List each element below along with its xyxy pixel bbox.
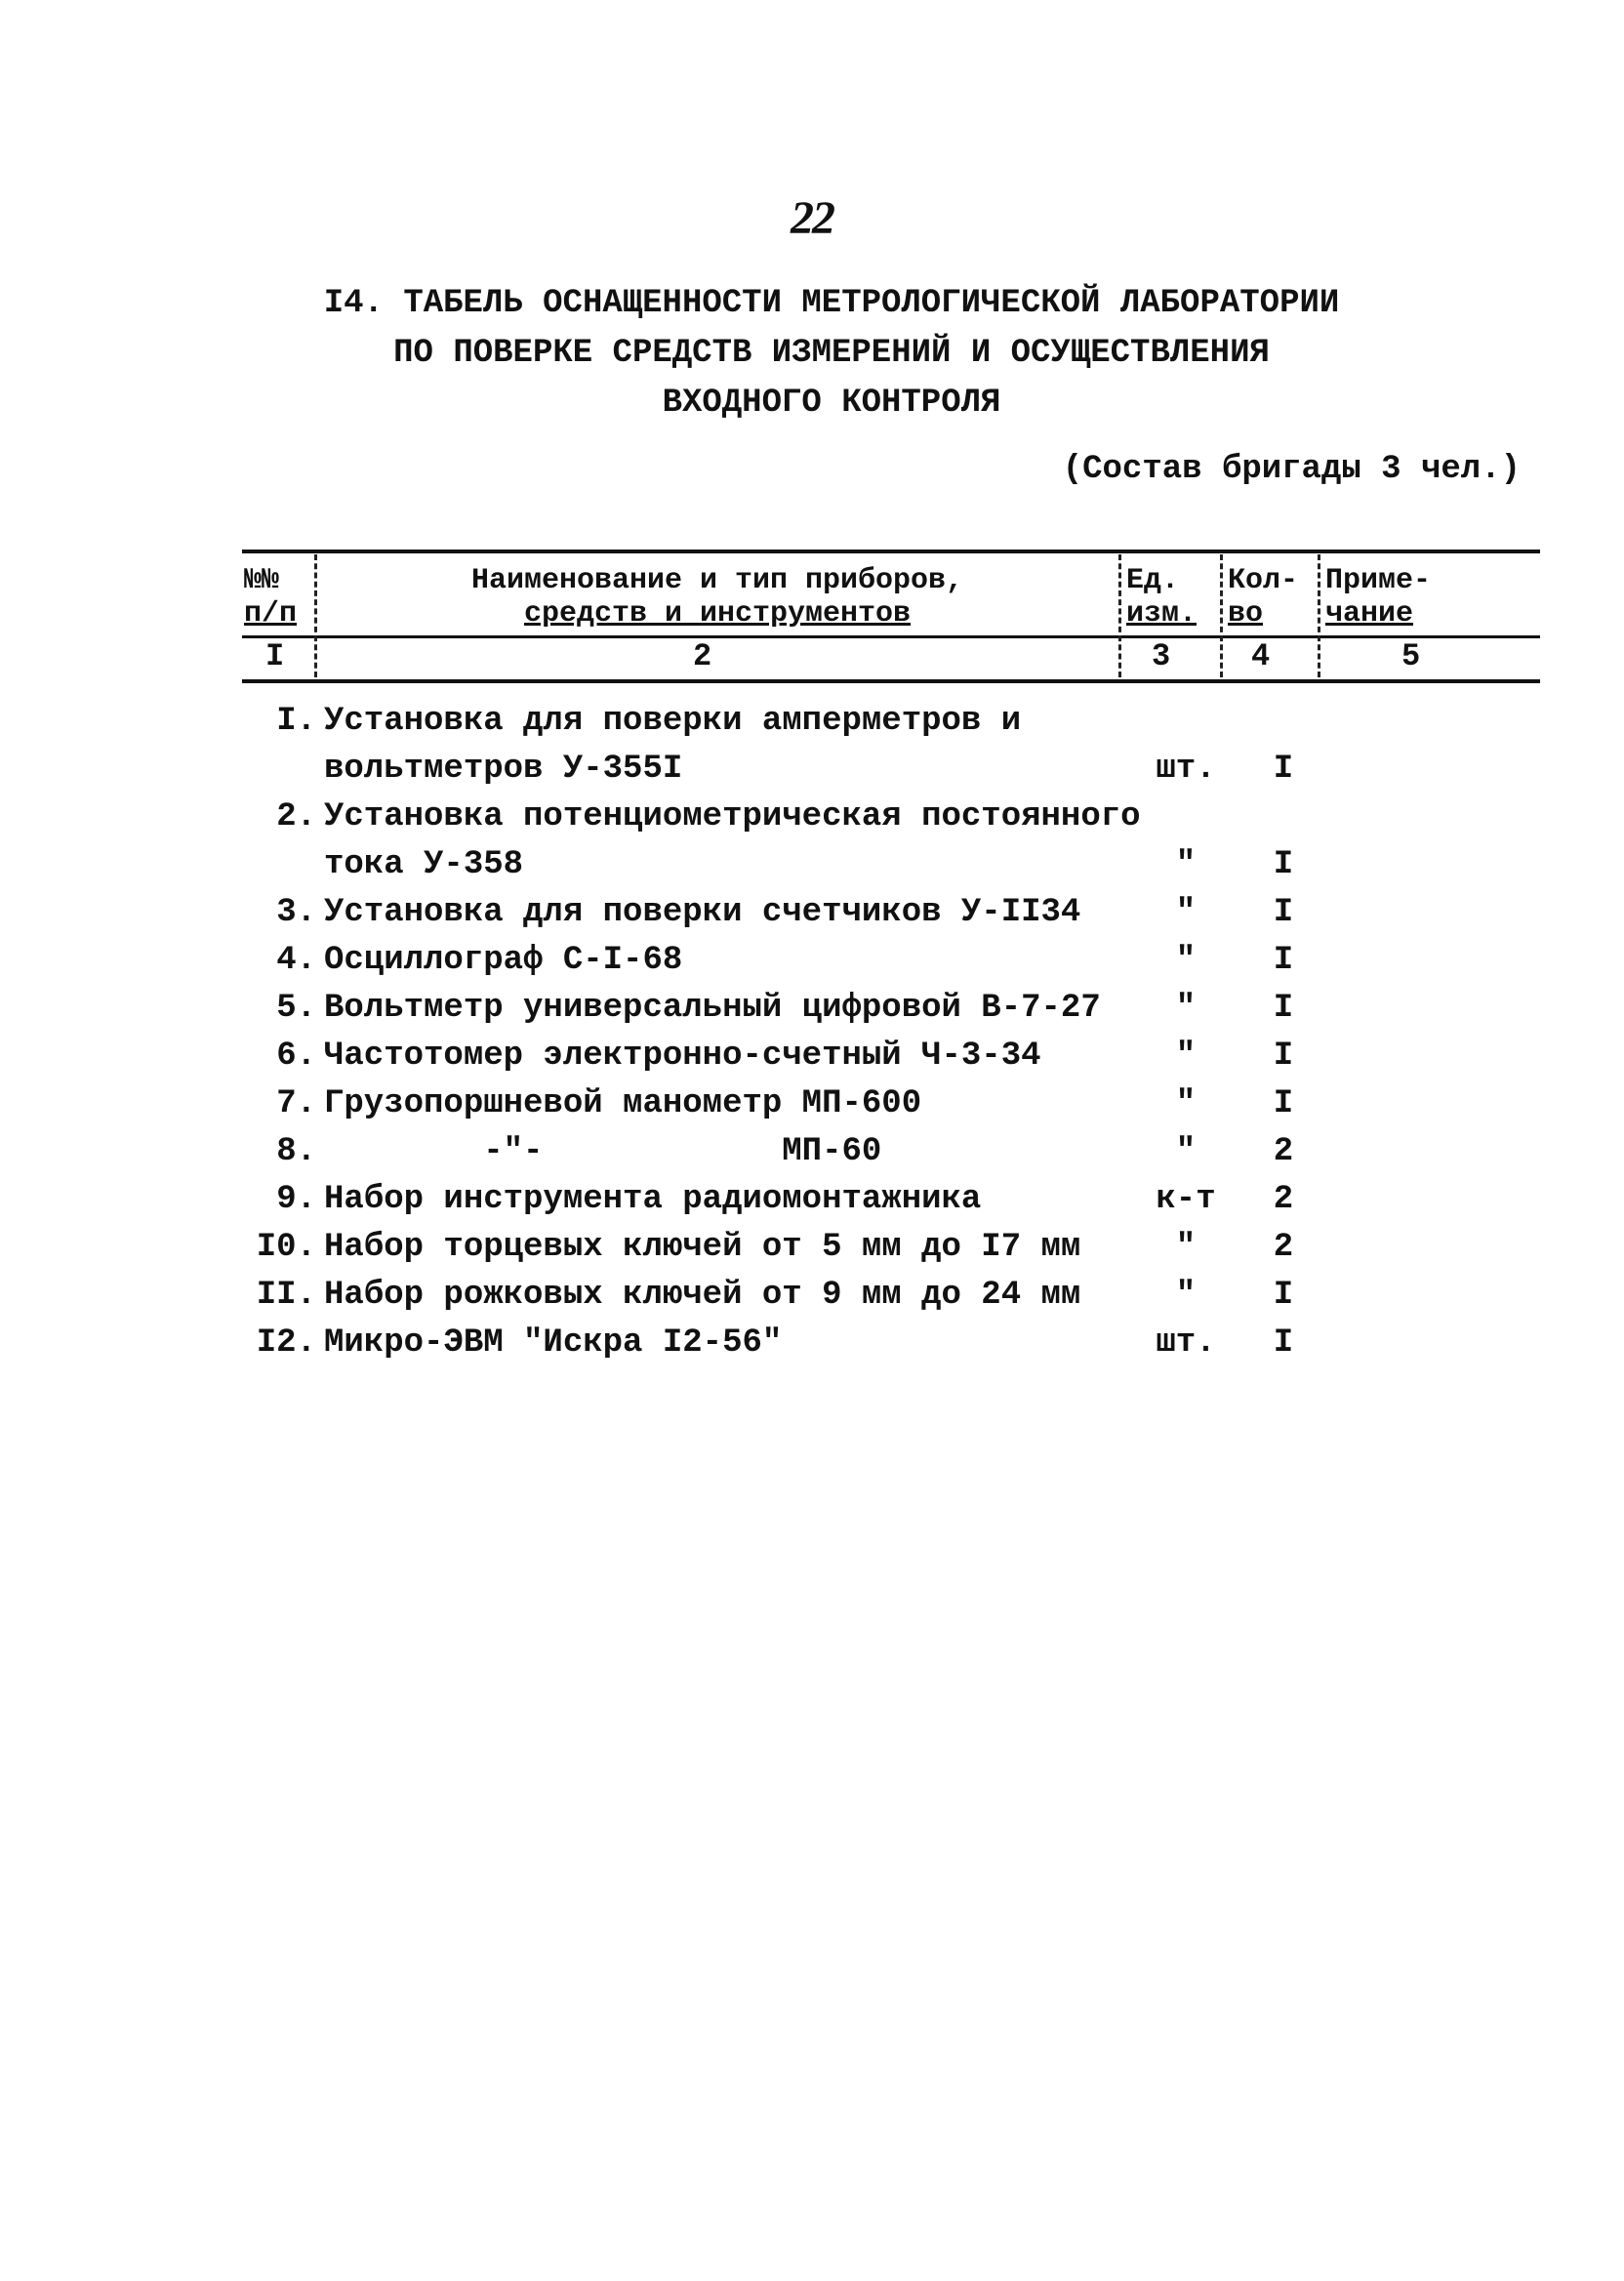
row-name: Набор рожковых ключей от 9 мм до 24 мм (324, 1277, 1081, 1314)
row-unit: " (1175, 990, 1197, 1027)
row-name: Установка для поверки счетчиков У-II34 (324, 894, 1081, 931)
row-name: тока У-358 (324, 846, 524, 883)
column-number-5: 5 (1401, 638, 1421, 674)
row-name: Осциллограф С-I-68 (324, 942, 683, 979)
col-divider-1 (314, 554, 317, 677)
row-quantity: 2 (1273, 1181, 1294, 1218)
row-quantity: I (1273, 942, 1294, 979)
col-divider-4 (1318, 554, 1320, 677)
header-col1-line2: п/п (244, 597, 298, 631)
row-index: 2. (276, 798, 316, 835)
row-quantity: I (1273, 1038, 1294, 1075)
row-quantity: I (1273, 1085, 1294, 1122)
row-name: Набор инструмента радиомонтажника (324, 1181, 982, 1218)
row-unit: " (1175, 894, 1197, 931)
row-unit: " (1175, 846, 1197, 883)
table-row (244, 1229, 1513, 1277)
row-name: Грузопоршневой манометр МП-600 (324, 1085, 922, 1122)
header-col2 (322, 564, 1113, 631)
row-unit: " (1175, 1277, 1197, 1314)
row-name: Установка потенциометрическая постоянного (324, 798, 1141, 835)
header-col1 (244, 564, 297, 631)
row-name: Вольтметр универсальный цифровой В-7-27 (324, 990, 1101, 1027)
table-row (244, 751, 1513, 798)
row-index: I. (276, 703, 316, 740)
row-index: I2. (256, 1324, 316, 1362)
header-col1-line1: №№ (244, 564, 280, 597)
page-number: 22 (791, 192, 833, 244)
title-line-3: ВХОДНОГО КОНТРОЛЯ (662, 385, 1001, 422)
row-index: 9. (276, 1181, 316, 1218)
row-name: Установка для поверки амперметров и (324, 703, 1022, 740)
row-unit: " (1175, 1229, 1197, 1266)
column-number-1: I (265, 638, 285, 674)
table-row (244, 798, 1513, 846)
column-number-4: 4 (1251, 638, 1271, 674)
row-unit: шт. (1156, 1324, 1216, 1362)
row-index: II. (256, 1277, 316, 1314)
row-index: 3. (276, 894, 316, 931)
table-row (244, 990, 1513, 1038)
table-row (244, 894, 1513, 942)
col-divider-3 (1220, 554, 1223, 677)
row-name: Частотомер электронно-счетный Ч-3-34 (324, 1038, 1041, 1075)
row-index: 8. (276, 1133, 316, 1170)
row-name: -"- МП-60 (324, 1133, 882, 1170)
row-index: 6. (276, 1038, 316, 1075)
header-col3-line2: изм. (1126, 597, 1198, 631)
header-col5 (1325, 564, 1431, 631)
row-name: Набор торцевых ключей от 5 мм до I7 мм (324, 1229, 1081, 1266)
row-quantity: I (1273, 1277, 1294, 1314)
header-col4-line2: во (1228, 597, 1264, 631)
table-row (244, 1324, 1513, 1372)
title-line-2: ПО ПОВЕРКЕ СРЕДСТВ ИЗМЕРЕНИЙ И ОСУЩЕСТВЛЕНИЯ (393, 335, 1270, 372)
table-row (244, 1277, 1513, 1324)
header-col4-line1: Кол- (1228, 564, 1299, 597)
row-quantity: 2 (1273, 1229, 1294, 1266)
table-row (244, 846, 1513, 894)
table-row (244, 703, 1513, 751)
header-middle-rule (242, 635, 1540, 638)
table-row (244, 1133, 1513, 1181)
header-col2-line1: Наименование и тип приборов, (470, 564, 964, 597)
table-body (244, 703, 1513, 1372)
table-row (244, 1085, 1513, 1133)
row-unit: к-т (1156, 1181, 1216, 1218)
row-name: вольтметров У-355I (324, 751, 683, 788)
row-unit: " (1175, 1038, 1197, 1075)
header-col4 (1228, 564, 1298, 631)
row-quantity: I (1273, 1324, 1294, 1362)
header-top-rule (242, 550, 1540, 553)
row-quantity: I (1273, 990, 1294, 1027)
header-bottom-rule (242, 679, 1540, 683)
row-index: 7. (276, 1085, 316, 1122)
header-col5-line2: чание (1325, 597, 1414, 631)
row-unit: " (1175, 1085, 1197, 1122)
header-col5-line1: Приме- (1325, 564, 1432, 597)
row-index: I0. (256, 1229, 316, 1266)
column-number-3: 3 (1152, 638, 1171, 674)
row-name: Микро-ЭВМ "Искра I2-56" (324, 1324, 783, 1362)
brigade-note: (Состав бригады 3 чел.) (1062, 451, 1521, 488)
header-col3 (1126, 564, 1197, 631)
row-index: 4. (276, 942, 316, 979)
column-number-2: 2 (693, 638, 712, 674)
table-row (244, 1181, 1513, 1229)
row-quantity: I (1273, 894, 1294, 931)
row-unit: шт. (1156, 751, 1216, 788)
header-col2-line2: средств и инструментов (523, 597, 912, 631)
row-quantity: I (1273, 751, 1294, 788)
table-row (244, 942, 1513, 990)
row-quantity: 2 (1273, 1133, 1294, 1170)
row-unit: " (1175, 942, 1197, 979)
row-quantity: I (1273, 846, 1294, 883)
col-divider-2 (1118, 554, 1121, 677)
header-col3-line1: Ед. (1126, 564, 1180, 597)
title-line-1: I4. ТАБЕЛЬ ОСНАЩЕННОСТИ МЕТРОЛОГИЧЕСКОЙ ЛАБОРАТОРИИ (323, 285, 1340, 322)
table-row (244, 1038, 1513, 1085)
row-unit: " (1175, 1133, 1197, 1170)
row-index: 5. (276, 990, 316, 1027)
